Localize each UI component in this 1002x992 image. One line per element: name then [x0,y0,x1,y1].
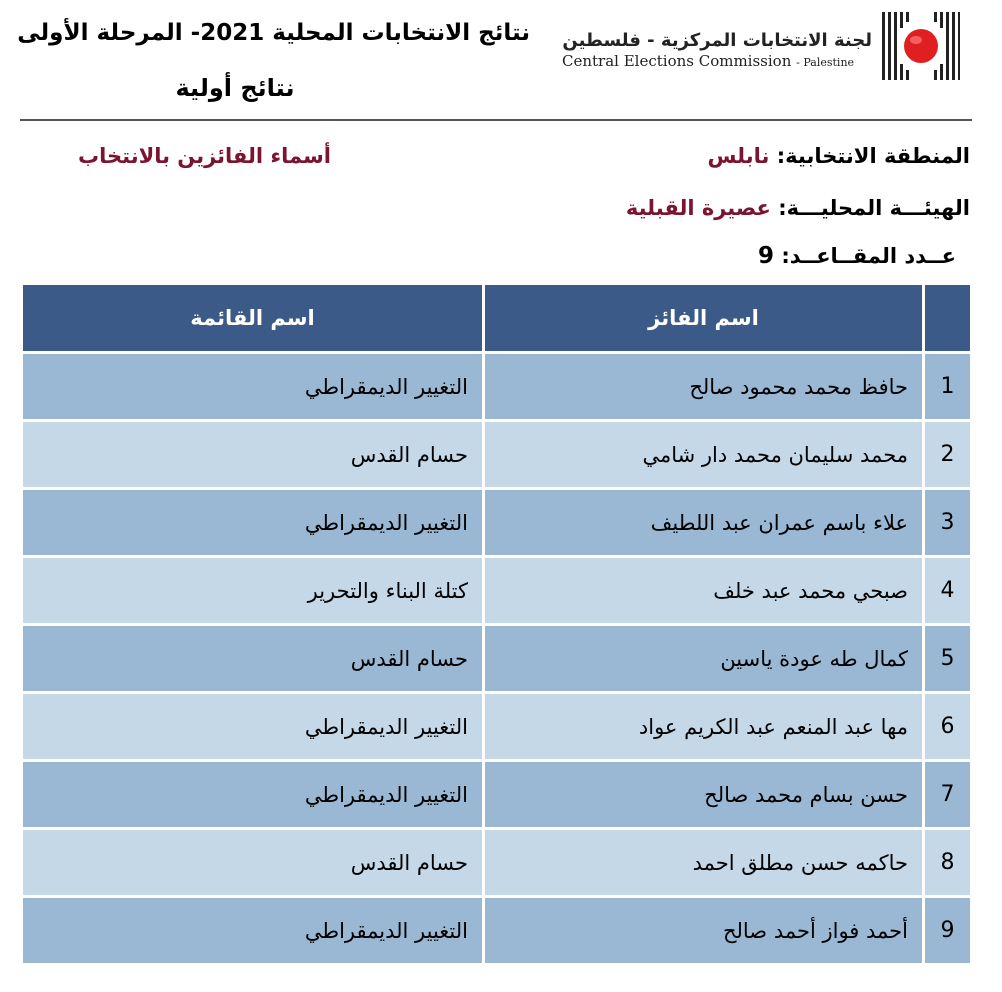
council-label: الهيئـــة المحليـــة: [778,196,970,220]
seats-line [758,243,956,269]
cec-logo [560,10,960,82]
table-row [22,829,972,897]
list-name: حسام القدس [22,829,484,897]
list-name: التغيير الديمقراطي [22,353,484,421]
row-number: 4 [924,557,972,625]
row-number: 6 [924,693,972,761]
list-name: التغيير الديمقراطي [22,897,484,965]
winner-name: مها عبد المنعم عبد الكريم عواد [484,693,924,761]
table-row [22,625,972,693]
list-name: كتلة البناء والتحرير [22,557,484,625]
list-name: التغيير الديمقراطي [22,761,484,829]
logo-red-circle [904,29,938,63]
table-row [22,693,972,761]
table-row [22,489,972,557]
winner-name: صبحي محمد عبد خلف [484,557,924,625]
cec-logo-icon [882,10,960,82]
row-number: 7 [924,761,972,829]
header-index [924,284,972,353]
logo-english-title: Central Elections Commission [562,52,792,70]
council-line [626,196,970,220]
table-row [22,421,972,489]
winner-name: حسن بسام محمد صالح [484,761,924,829]
table-row [22,353,972,421]
winner-name: حافظ محمد محمود صالح [484,353,924,421]
region-line [708,144,971,168]
page-subtitle: نتائج أولية [175,74,295,102]
region-value: نابلس [707,144,770,168]
row-number: 2 [924,421,972,489]
row-number: 9 [924,897,972,965]
table-row [22,897,972,965]
table-row [22,557,972,625]
table-header-row [22,284,972,353]
list-name: حسام القدس [22,421,484,489]
list-name: التغيير الديمقراطي [22,489,484,557]
page-title: نتائج الانتخابات المحلية 2021- المرحلة الأولى [17,20,530,46]
header-winner-name: اسم الفائز [484,284,924,353]
seats-label: عــدد المقــاعــد: [781,244,956,268]
row-number: 1 [924,353,972,421]
header-divider [20,119,972,121]
table-row [22,761,972,829]
list-name: التغيير الديمقراطي [22,693,484,761]
winners-title: أسماء الفائزين بالانتخاب [78,144,331,168]
results-table [20,282,973,966]
winner-name: محمد سليمان محمد دار شامي [484,421,924,489]
logo-arabic-name: لجنة الانتخابات المركزية - فلسطين [562,30,872,51]
winner-name: أحمد فواز أحمد صالح [484,897,924,965]
header-list-name: اسم القائمة [22,284,484,353]
logo-english-name [562,52,854,70]
winner-name: كمال طه عودة ياسين [484,625,924,693]
logo-english-suffix: - Palestine [796,56,855,69]
list-name: حسام القدس [22,625,484,693]
council-value: عصيرة القبلية [625,196,771,220]
region-label: المنطقة الانتخابية: [776,144,970,168]
winner-name: حاكمه حسن مطلق احمد [484,829,924,897]
row-number: 3 [924,489,972,557]
row-number: 5 [924,625,972,693]
row-number: 8 [924,829,972,897]
seats-value: 9 [758,243,775,269]
winner-name: علاء باسم عمران عبد اللطيف [484,489,924,557]
